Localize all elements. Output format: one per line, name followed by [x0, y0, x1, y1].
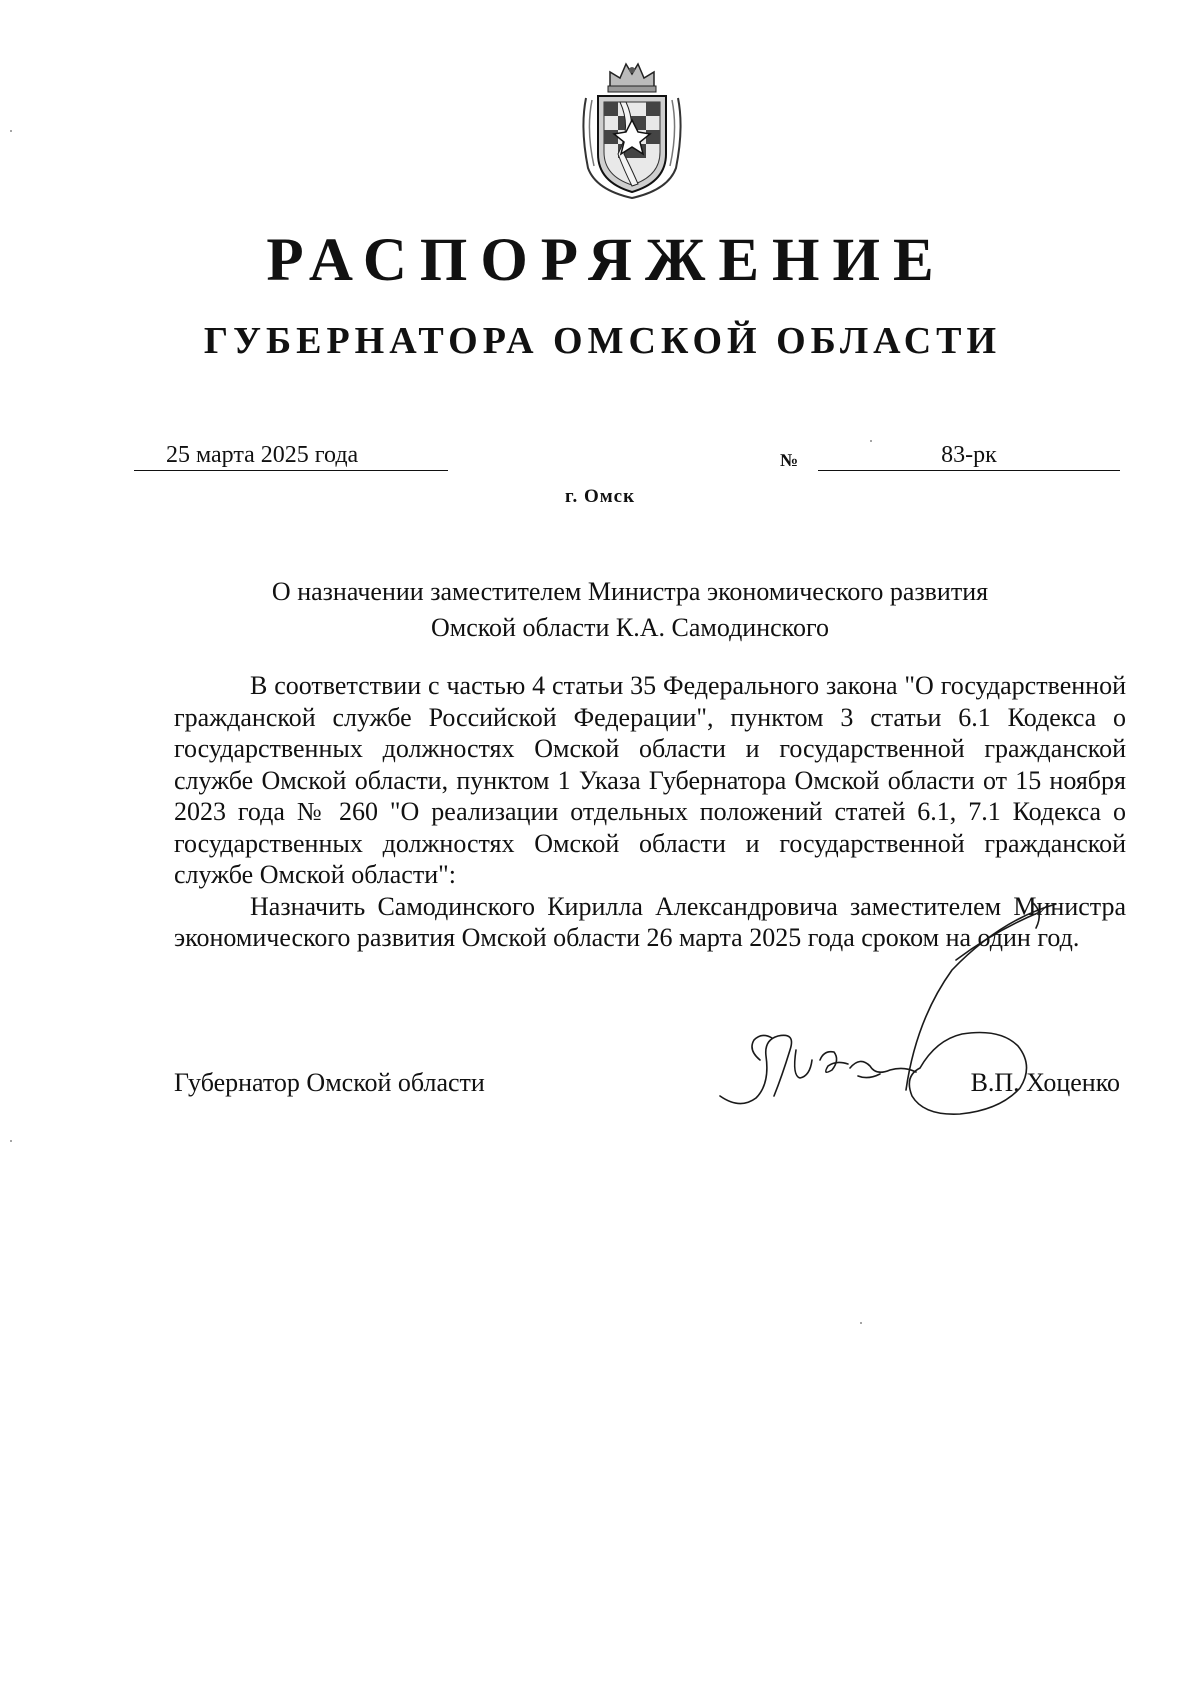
document-number: 83-рк — [818, 440, 1120, 471]
scan-speck — [10, 130, 12, 132]
subject-line-2: Омской области К.А. Самодинского — [430, 613, 830, 642]
signatory-role: Губернатор Омской области — [174, 1068, 485, 1097]
document-subtitle: ГУБЕРНАТОРА ОМСКОЙ ОБЛАСТИ — [203, 320, 1002, 362]
number-sign: № — [780, 450, 799, 470]
document-body — [174, 670, 1126, 954]
date-value: 25 марта 2025 года — [166, 442, 359, 468]
document-subject — [200, 574, 1060, 646]
signatory-name: В.П. Хоценко — [970, 1068, 1120, 1097]
document-title: РАСПОРЯЖЕНИЕ — [266, 227, 947, 294]
document-date — [134, 440, 448, 471]
scan-speck — [10, 1140, 12, 1142]
city: г. Омск — [564, 486, 636, 507]
scan-speck — [870, 440, 872, 442]
subject-line-1: О назначении заместителем Министра экономического развития — [271, 577, 989, 606]
coat-of-arms-icon — [576, 58, 688, 200]
scan-speck — [860, 1322, 862, 1324]
body-paragraph-1: В соответствии с частью 4 статьи 35 Федерального закона "О государственной гражданской службе Российской Федерации", пунктом 3 статьи 6.1 Кодекса о государственных должностях Омской области и государственной гражданской службе Омской области, пунктом 1 Указа Губернатора Омской области от 15 ноября 2023 года № 260 "О реализации отдельных положений статей 6.1, 7.1 Кодекса о государственных должностях Омской области и государственной гражданской службе Омской области": — [174, 671, 1126, 889]
body-paragraph-2: Назначить Самодинского Кирилла Александровича заместителем Министра экономического развития Омской области 26 марта 2025 года сроком на один год. — [174, 891, 1126, 952]
